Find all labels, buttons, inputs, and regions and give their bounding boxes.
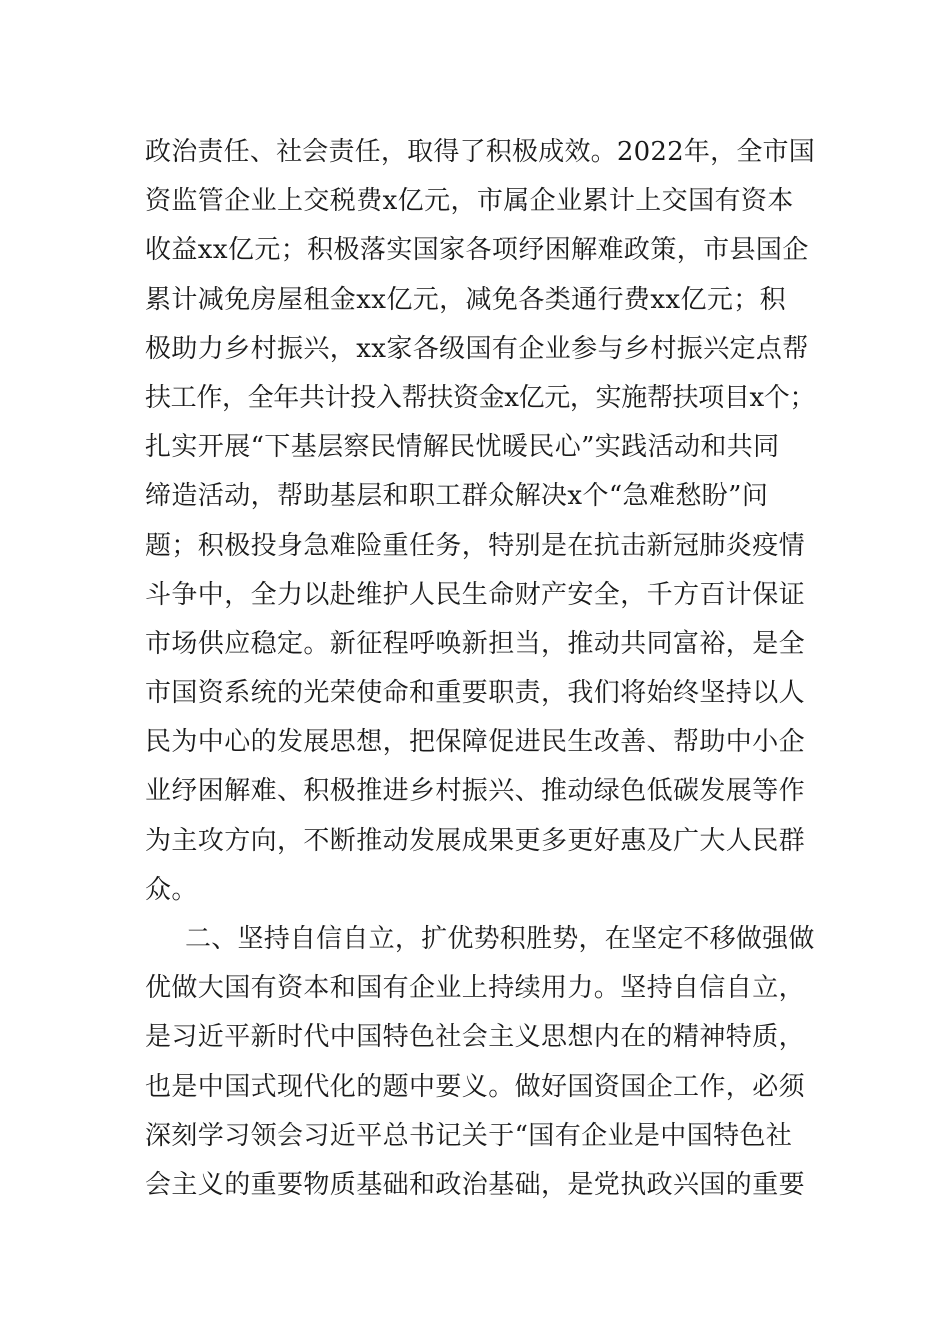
text-line: 扎实开展“下基层察民情解民忧暖民心”实践活动和共同 xyxy=(145,432,780,463)
text-line: 民为中心的发展思想，把保障促进民生改善、帮助中小企 xyxy=(145,727,806,758)
text-line: 斗争中，全力以赴维护人民生命财产安全，千方百计保证 xyxy=(145,579,806,610)
text-line: 会主义的重要物质基础和政治基础，是党执政兴国的重要 xyxy=(145,1169,806,1200)
text-line: 为主攻方向，不断推动发展成果更多更好惠及广大人民群 xyxy=(145,825,806,856)
paragraph-1 xyxy=(145,128,815,915)
text-line: 市国资系统的光荣使命和重要职责，我们将始终坚持以人 xyxy=(145,678,806,709)
text-line: 是习近平新时代中国特色社会主义思想内在的精神特质， xyxy=(145,1022,806,1053)
text-line: 优做大国有资本和国有企业上持续用力。坚持自信自立， xyxy=(145,973,806,1004)
text-line: 二、坚持自信自立，扩优势积胜势，在坚定不移做强做 xyxy=(185,924,815,954)
text-line: 深刻学习领会习近平总书记关于“国有企业是中国特色社 xyxy=(145,1120,793,1151)
text-line: 收益xx亿元；积极落实国家各项纾困解难政策，市县国企 xyxy=(145,235,809,266)
paragraph-2 xyxy=(145,915,815,1210)
text-line: 题；积极投身急难险重任务，特别是在抗击新冠肺炎疫情 xyxy=(145,530,806,561)
text-line: 扶工作，全年共计投入帮扶资金x亿元，实施帮扶项目x个； xyxy=(145,382,816,413)
text-line: 市场供应稳定。新征程呼唤新担当，推动共同富裕，是全 xyxy=(145,628,806,659)
text-line: 业纾困解难、积极推进乡村振兴、推动绿色低碳发展等作 xyxy=(145,776,806,807)
text-line: 极助力乡村振兴，xx家各级国有企业参与乡村振兴定点帮 xyxy=(145,333,809,364)
text-line: 资监管企业上交税费x亿元，市属企业累计上交国有资本 xyxy=(145,186,794,217)
text-line: 缔造活动，帮助基层和职工群众解决x个“急难愁盼”问 xyxy=(145,481,769,512)
text-line: 政治责任、社会责任，取得了积极成效。2022年，全市国 xyxy=(145,137,815,167)
body-text xyxy=(145,128,815,1210)
text-line: 也是中国式现代化的题中要义。做好国资国企工作，必须 xyxy=(145,1071,806,1102)
text-line: 众。 xyxy=(145,874,198,905)
text-line: 累计减免房屋租金xx亿元，减免各类通行费xx亿元；积 xyxy=(145,284,787,315)
